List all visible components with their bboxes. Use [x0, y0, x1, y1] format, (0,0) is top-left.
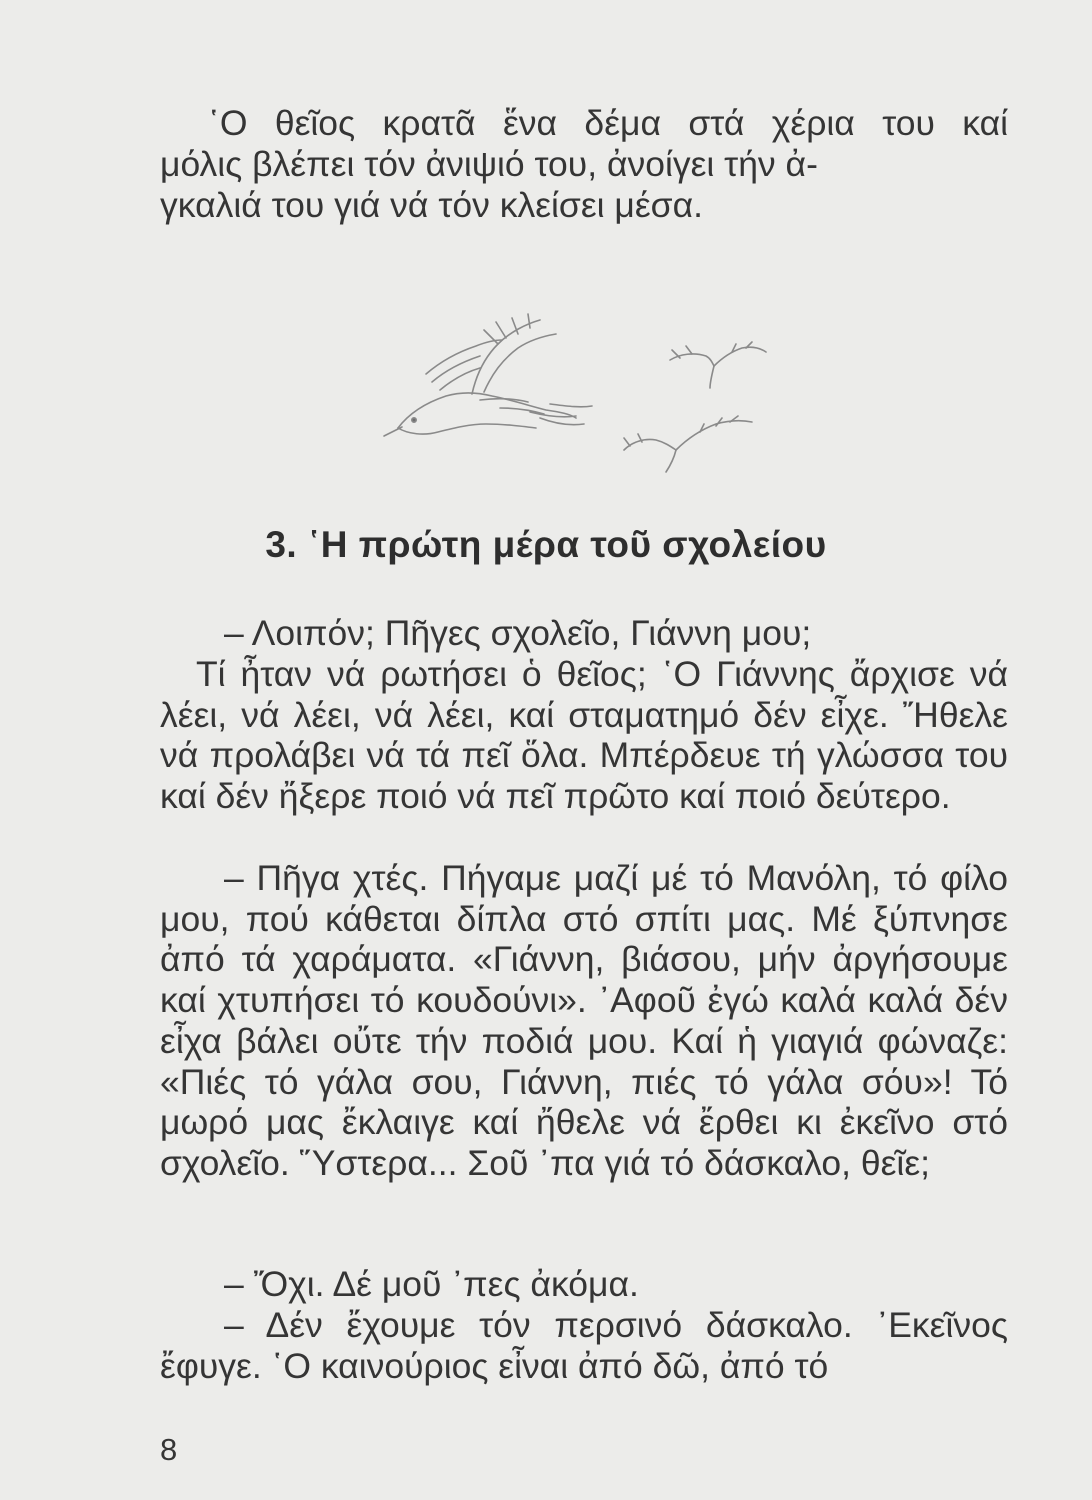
intro-paragraph-end — [160, 185, 1008, 226]
body-paragraph-5: – Δέν ἔχουμε τόν περσινό δάσκαλο. ᾽Εκεῖνος ἔφυγε. ῾Ο καινούριος εἶναι ἀπό δῶ, ἀπό τό — [160, 1305, 1008, 1386]
body-paragraph-1: – Λοιπόν; Πῆγες σχολεῖο, Γιάννη μου; — [224, 613, 812, 653]
intro-paragraph — [160, 103, 1008, 184]
body-paragraph-4: – Ὄχι. Δέ μοῦ ᾽πες ἀκόμα. — [224, 1264, 639, 1304]
intro-line-2: μόλις βλέπει τόν ἀνιψιό του, ἀνοίγει τήν ἀ- — [160, 143, 818, 184]
page-number: 8 — [160, 1432, 178, 1467]
birds-illustration-icon — [380, 300, 800, 490]
intro-line-1: ῾Ο θεῖος κρατᾶ ἕνα δέμα στά χέρια του καί — [208, 103, 1008, 143]
chapter-title: 3. ῾Η πρώτη μέρα τοῦ σχολείου — [265, 524, 827, 565]
intro-line-3: γκαλιά του γιά νά τόν κλείσει μέσα. — [160, 185, 703, 225]
body-paragraph-3: – Πῆγα χτές. Πήγαμε μαζί μέ τό Μανόλη, τό φίλο μου, πού κάθεται δίπλα στό σπίτι μας. Μέ ξύπνησε ἀπό τά χαράματα. «Γιάννη, βιάσου, μήν ἀργήσουμε καί χτυπήσει τό κουδούνι». ᾽Αφοῦ ἐγώ καλά καλά δέν εἶχα βάλει οὔτε τήν ποδιά μου. Καί ἡ γιαγιά φώναζε: «Πιές τό γάλα σου, Γιάννη, πιές τό γάλα σόυ»! Τό μωρό μας ἔκλαιγε καί ἤθελε νά ἔρθει κι ἐκεῖνο στό σχολεῖο. Ὕστερα... Σοῦ ᾽πα γιά τό δάσκαλο, θεῖε; — [160, 858, 1008, 1183]
body-paragraph-2: Τί ἦταν νά ρωτήσει ὁ θεῖος; ῾Ο Γιάννης ἄρχισε νά λέει, νά λέει, νά λέει, καί σταματημό δέν εἶχε. Ἤθελε νά προλάβει νά τά πεῖ ὅλα. Μπέρδευε τή γλώσσα του καί δέν ἤξερε ποιό νά πεῖ πρῶτο καί ποιό δεύτερο. — [160, 654, 1008, 817]
